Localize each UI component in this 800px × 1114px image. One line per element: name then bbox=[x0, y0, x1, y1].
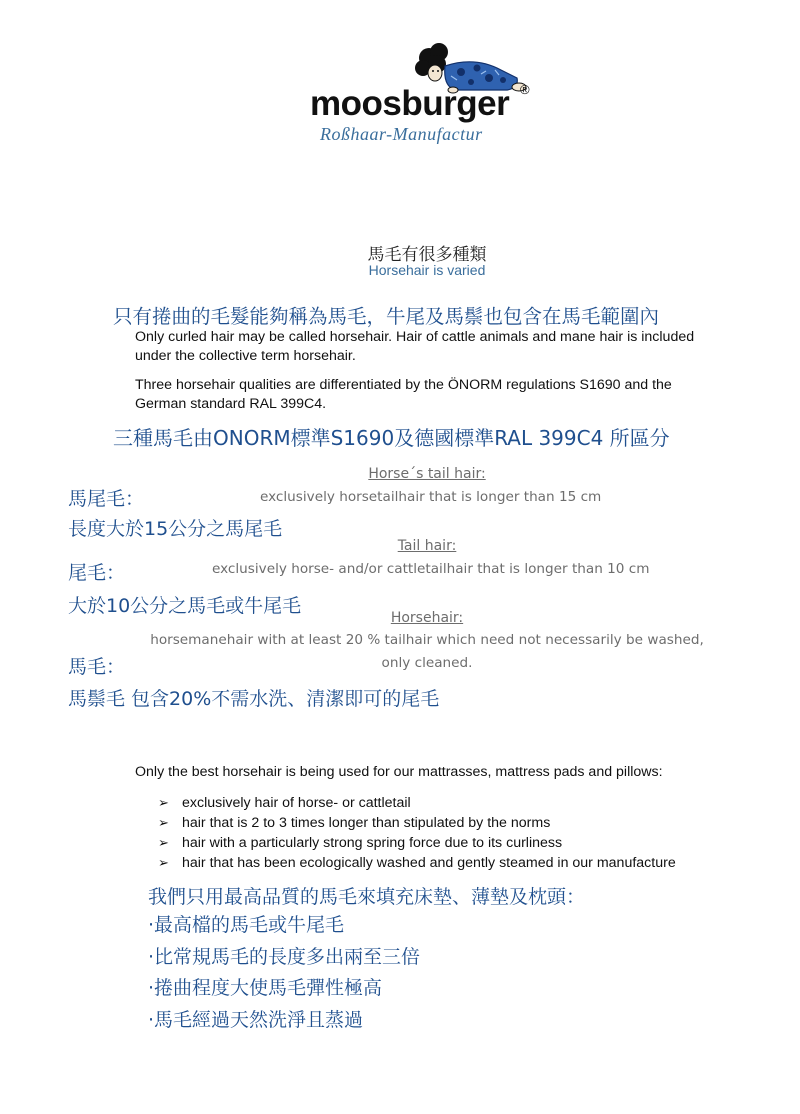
quality-2-zh-description: 大於10公分之馬毛或牛尾毛 bbox=[68, 595, 302, 617]
list-item: ·馬毛經過天然洗淨且蒸過 bbox=[148, 1008, 364, 1031]
registered-mark: ® bbox=[520, 82, 530, 97]
best-intro: Only the best horsehair is being used for our mattrasses, mattress pads and pillows: bbox=[135, 764, 663, 780]
best-zh-list bbox=[148, 910, 420, 1036]
quality-2-title: Tail hair: bbox=[397, 538, 457, 554]
section1-paragraph-1: Only curled hair may be called horsehair. Hair of cattle animals and mane hair is included under the collective term horsehair. bbox=[135, 329, 695, 364]
quality-3-zh-label: 馬毛： bbox=[68, 656, 126, 678]
quality-2-description: exclusively horse- and/or cattletailhair that is longer than 10 cm bbox=[212, 561, 650, 577]
section1-zh-title: 只有捲曲的毛髮能夠稱為馬毛，牛尾及馬鬃也包含在馬毛範圍內 bbox=[113, 305, 660, 328]
best-zh-intro: 我們只用最高品質的馬毛來填充床墊、薄墊及枕頭： bbox=[148, 886, 586, 908]
quality-3-description-line-1: horsemanehair with at least 20 % tailhair which need not necessarily be washed, bbox=[150, 632, 704, 648]
quality-2-zh-label: 尾毛： bbox=[68, 562, 126, 584]
logo-tagline: Roßhaar-Manufactur bbox=[320, 124, 483, 144]
list-item: ➢ hair that has been ecologically washed and gently steamed in our manufacture bbox=[158, 853, 738, 873]
list-item: ·比常規馬毛的長度多出兩至三倍 bbox=[148, 945, 421, 968]
list-item: ·最高檔的馬毛或牛尾毛 bbox=[148, 914, 345, 936]
quality-1-zh-description: 長度大於15公分之馬尾毛 bbox=[68, 518, 283, 540]
list-item: ➢ exclusively hair of horse- or cattletail bbox=[158, 793, 738, 813]
quality-1-title: Horse´s tail hair: bbox=[368, 466, 486, 482]
quality-3-zh-description: 馬鬃毛 包含20%不需水洗、清潔即可的尾毛 bbox=[68, 688, 440, 710]
best-bullet-list bbox=[158, 793, 738, 873]
quality-3-description-line-2: only cleaned. bbox=[381, 655, 473, 671]
list-item: ·捲曲程度大使馬毛彈性極高 bbox=[148, 977, 383, 999]
section1-paragraph-2: Three horsehair qualities are differentiated by the ÖNORM regulations S1690 and the German standard RAL 399C4. bbox=[135, 377, 672, 412]
heading-en: Horsehair is varied bbox=[368, 262, 486, 278]
quality-1-description: exclusively horsetailhair that is longer than 15 cm bbox=[260, 489, 602, 505]
heading-zh: 馬毛有很多種類 bbox=[367, 245, 487, 265]
quality-3-title: Horsehair: bbox=[390, 610, 464, 626]
list-item: ➢ hair that is 2 to 3 times longer than stipulated by the norms bbox=[158, 813, 738, 833]
section1-zh-subtitle: 三種馬毛由ONORM標準S1690及德國標準RAL 399C4 所區分 bbox=[113, 426, 670, 450]
logo bbox=[310, 40, 550, 150]
quality-1-zh-label: 馬尾毛： bbox=[68, 488, 145, 510]
logo-wordmark: moosburger bbox=[310, 84, 510, 123]
list-item: ➢ hair with a particularly strong spring force due to its curliness bbox=[158, 833, 738, 853]
